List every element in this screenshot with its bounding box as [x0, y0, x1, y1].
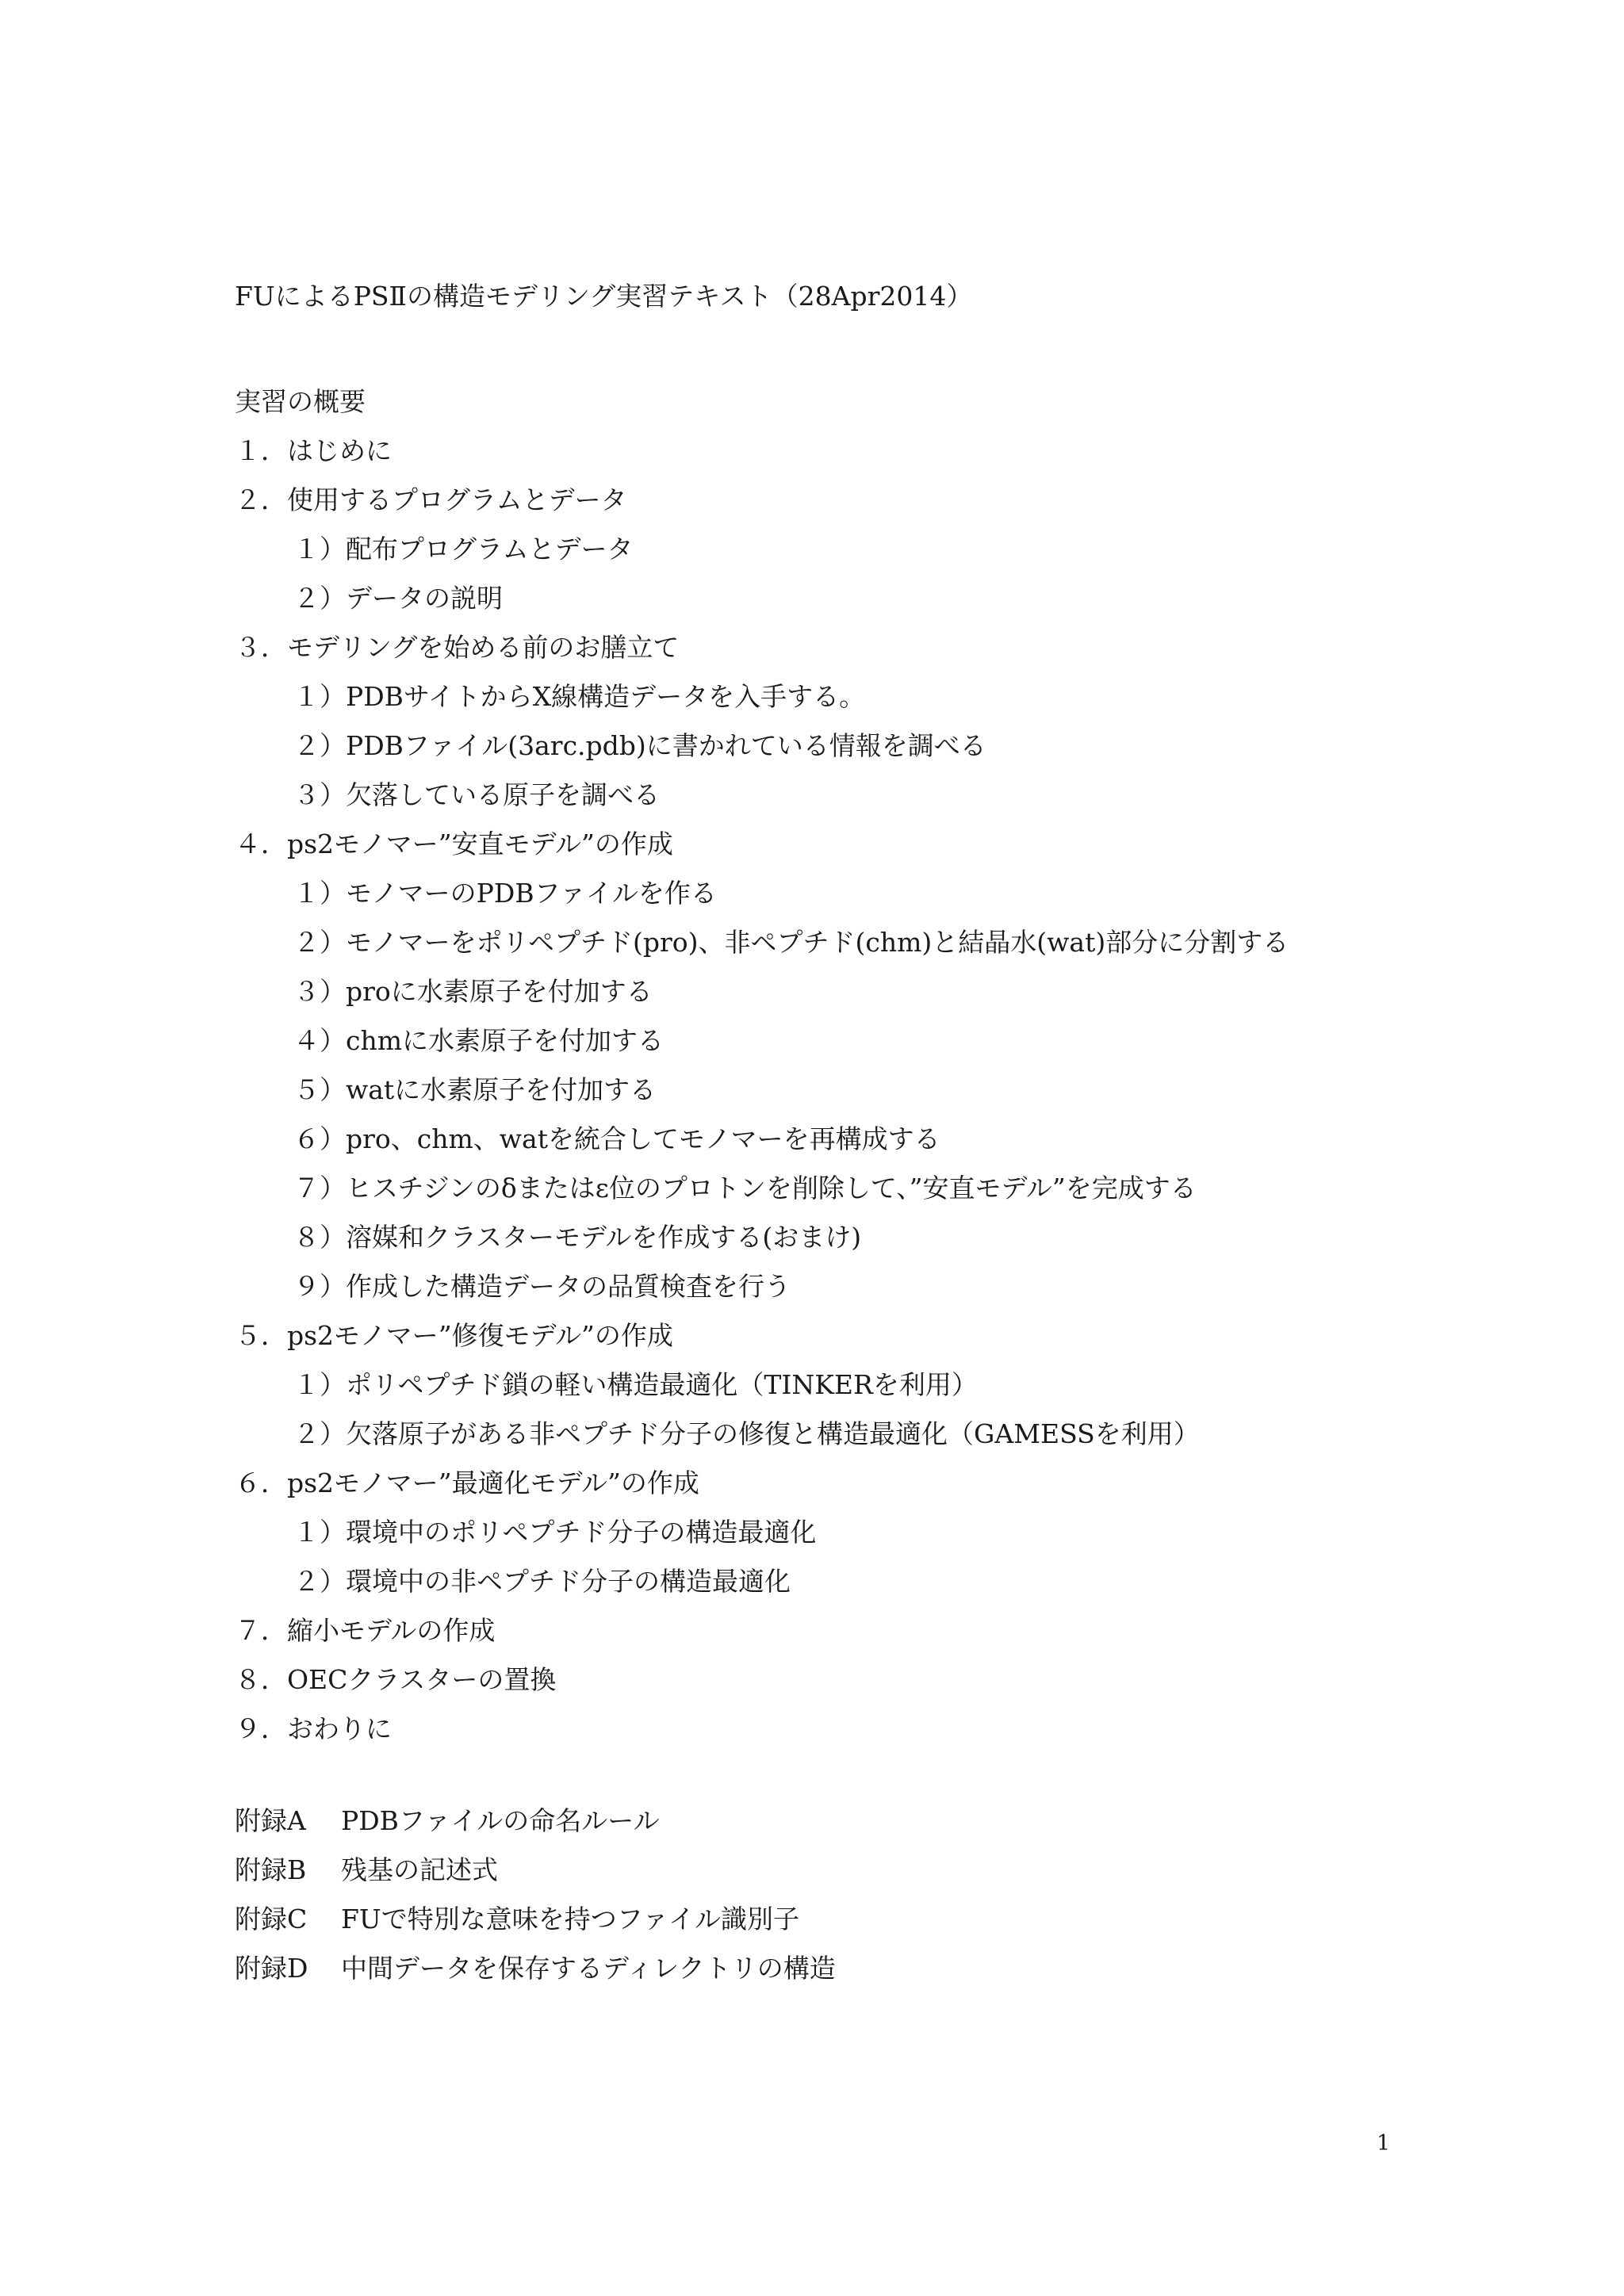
appendix-item-b: [235, 1846, 836, 1895]
toc-section-1: １．はじめに: [235, 435, 392, 466]
toc-subsection-5-1: １）ポリペプチド鎖の軽い構造最適化（TINKERを利用）: [293, 1369, 978, 1400]
toc-section-5: ５．ps2モノマー”修復モデル”の作成: [235, 1320, 673, 1351]
document-title: FUによるPSⅡの構造モデリング実習テキスト（28Apr2014）: [235, 281, 973, 312]
appendix-item-d: [235, 1944, 836, 1993]
appendix-title: PDBファイルの命名ルール: [341, 1805, 660, 1836]
appendix-title: 中間データを保存するディレクトリの構造: [341, 1953, 836, 1984]
toc-section-9: ９．おわりに: [235, 1713, 392, 1744]
toc-subsection-3-2: ２）PDBファイル(3arc.pdb)に書かれている情報を調べる: [293, 730, 986, 761]
page-number: 1: [1377, 2131, 1391, 2156]
toc-section-6: ６．ps2モノマー”最適化モデル”の作成: [235, 1468, 699, 1498]
toc-section-3: ３．モデリングを始める前のお膳立て: [235, 632, 680, 663]
toc-subsection-4-7: ７）ヒスチジンのδまたはε位のプロトンを削除して、”安直モデル”を完成する: [293, 1173, 1197, 1203]
toc-subsection-4-3: ３）proに水素原子を付加する: [293, 976, 653, 1007]
appendix-id: 附録C: [235, 1904, 308, 1934]
appendix-item-c: [235, 1895, 836, 1944]
appendix-list: [235, 1797, 836, 1993]
toc-section-7: ７．縮小モデルの作成: [235, 1615, 496, 1646]
toc-subsection-6-2: ２）環境中の非ペプチド分子の構造最適化: [293, 1566, 791, 1597]
appendix-id: 附録A: [235, 1805, 306, 1836]
toc-subsection-4-9: ９）作成した構造データの品質検査を行う: [293, 1271, 791, 1302]
toc-subsection-3-1: １）PDBサイトからX線構造データを入手する。: [293, 681, 866, 712]
toc-subsection-4-8: ８）溶媒和クラスターモデルを作成する(おまけ): [293, 1222, 862, 1253]
toc-subsection-2-2: ２）データの説明: [293, 583, 503, 614]
toc-subsection-4-6: ６）pro、chm、watを統合してモノマーを再構成する: [293, 1123, 940, 1154]
toc-subsection-4-4: ４）chmに水素原子を付加する: [293, 1025, 665, 1056]
toc-subsection-5-2: ２）欠落原子がある非ペプチド分子の修復と構造最適化（GAMESSを利用）: [293, 1418, 1200, 1449]
toc-subsection-4-5: ５）watに水素原子を付加する: [293, 1074, 657, 1105]
appendix-item-a: [235, 1797, 836, 1846]
toc-subsection-3-3: ３）欠落している原子を調べる: [293, 779, 660, 810]
toc-subsection-6-1: １）環境中のポリペプチド分子の構造最適化: [293, 1517, 817, 1548]
table-of-contents: [235, 377, 1289, 1754]
toc-subsection-4-2: ２）モノマーをポリペプチド(pro)、非ペプチド(chm)と結晶水(wat)部分に分割する: [293, 927, 1289, 958]
toc-section-8: ８．OECクラスターの置換: [235, 1664, 557, 1695]
appendix-id: 附録D: [235, 1953, 308, 1984]
toc-section-4: ４．ps2モノマー”安直モデル”の作成: [235, 828, 673, 859]
toc-subsection-4-1: １）モノマーのPDBファイルを作る: [293, 878, 717, 909]
appendix-title: FUで特別な意味を持つファイル識別子: [341, 1904, 800, 1934]
toc-heading-overview: 実習の概要: [235, 386, 366, 417]
appendix-title: 残基の記述式: [341, 1854, 498, 1885]
toc-section-2: ２．使用するプログラムとデータ: [235, 484, 627, 515]
appendix-id: 附録B: [235, 1854, 307, 1885]
toc-subsection-2-1: １）配布プログラムとデータ: [293, 534, 634, 564]
